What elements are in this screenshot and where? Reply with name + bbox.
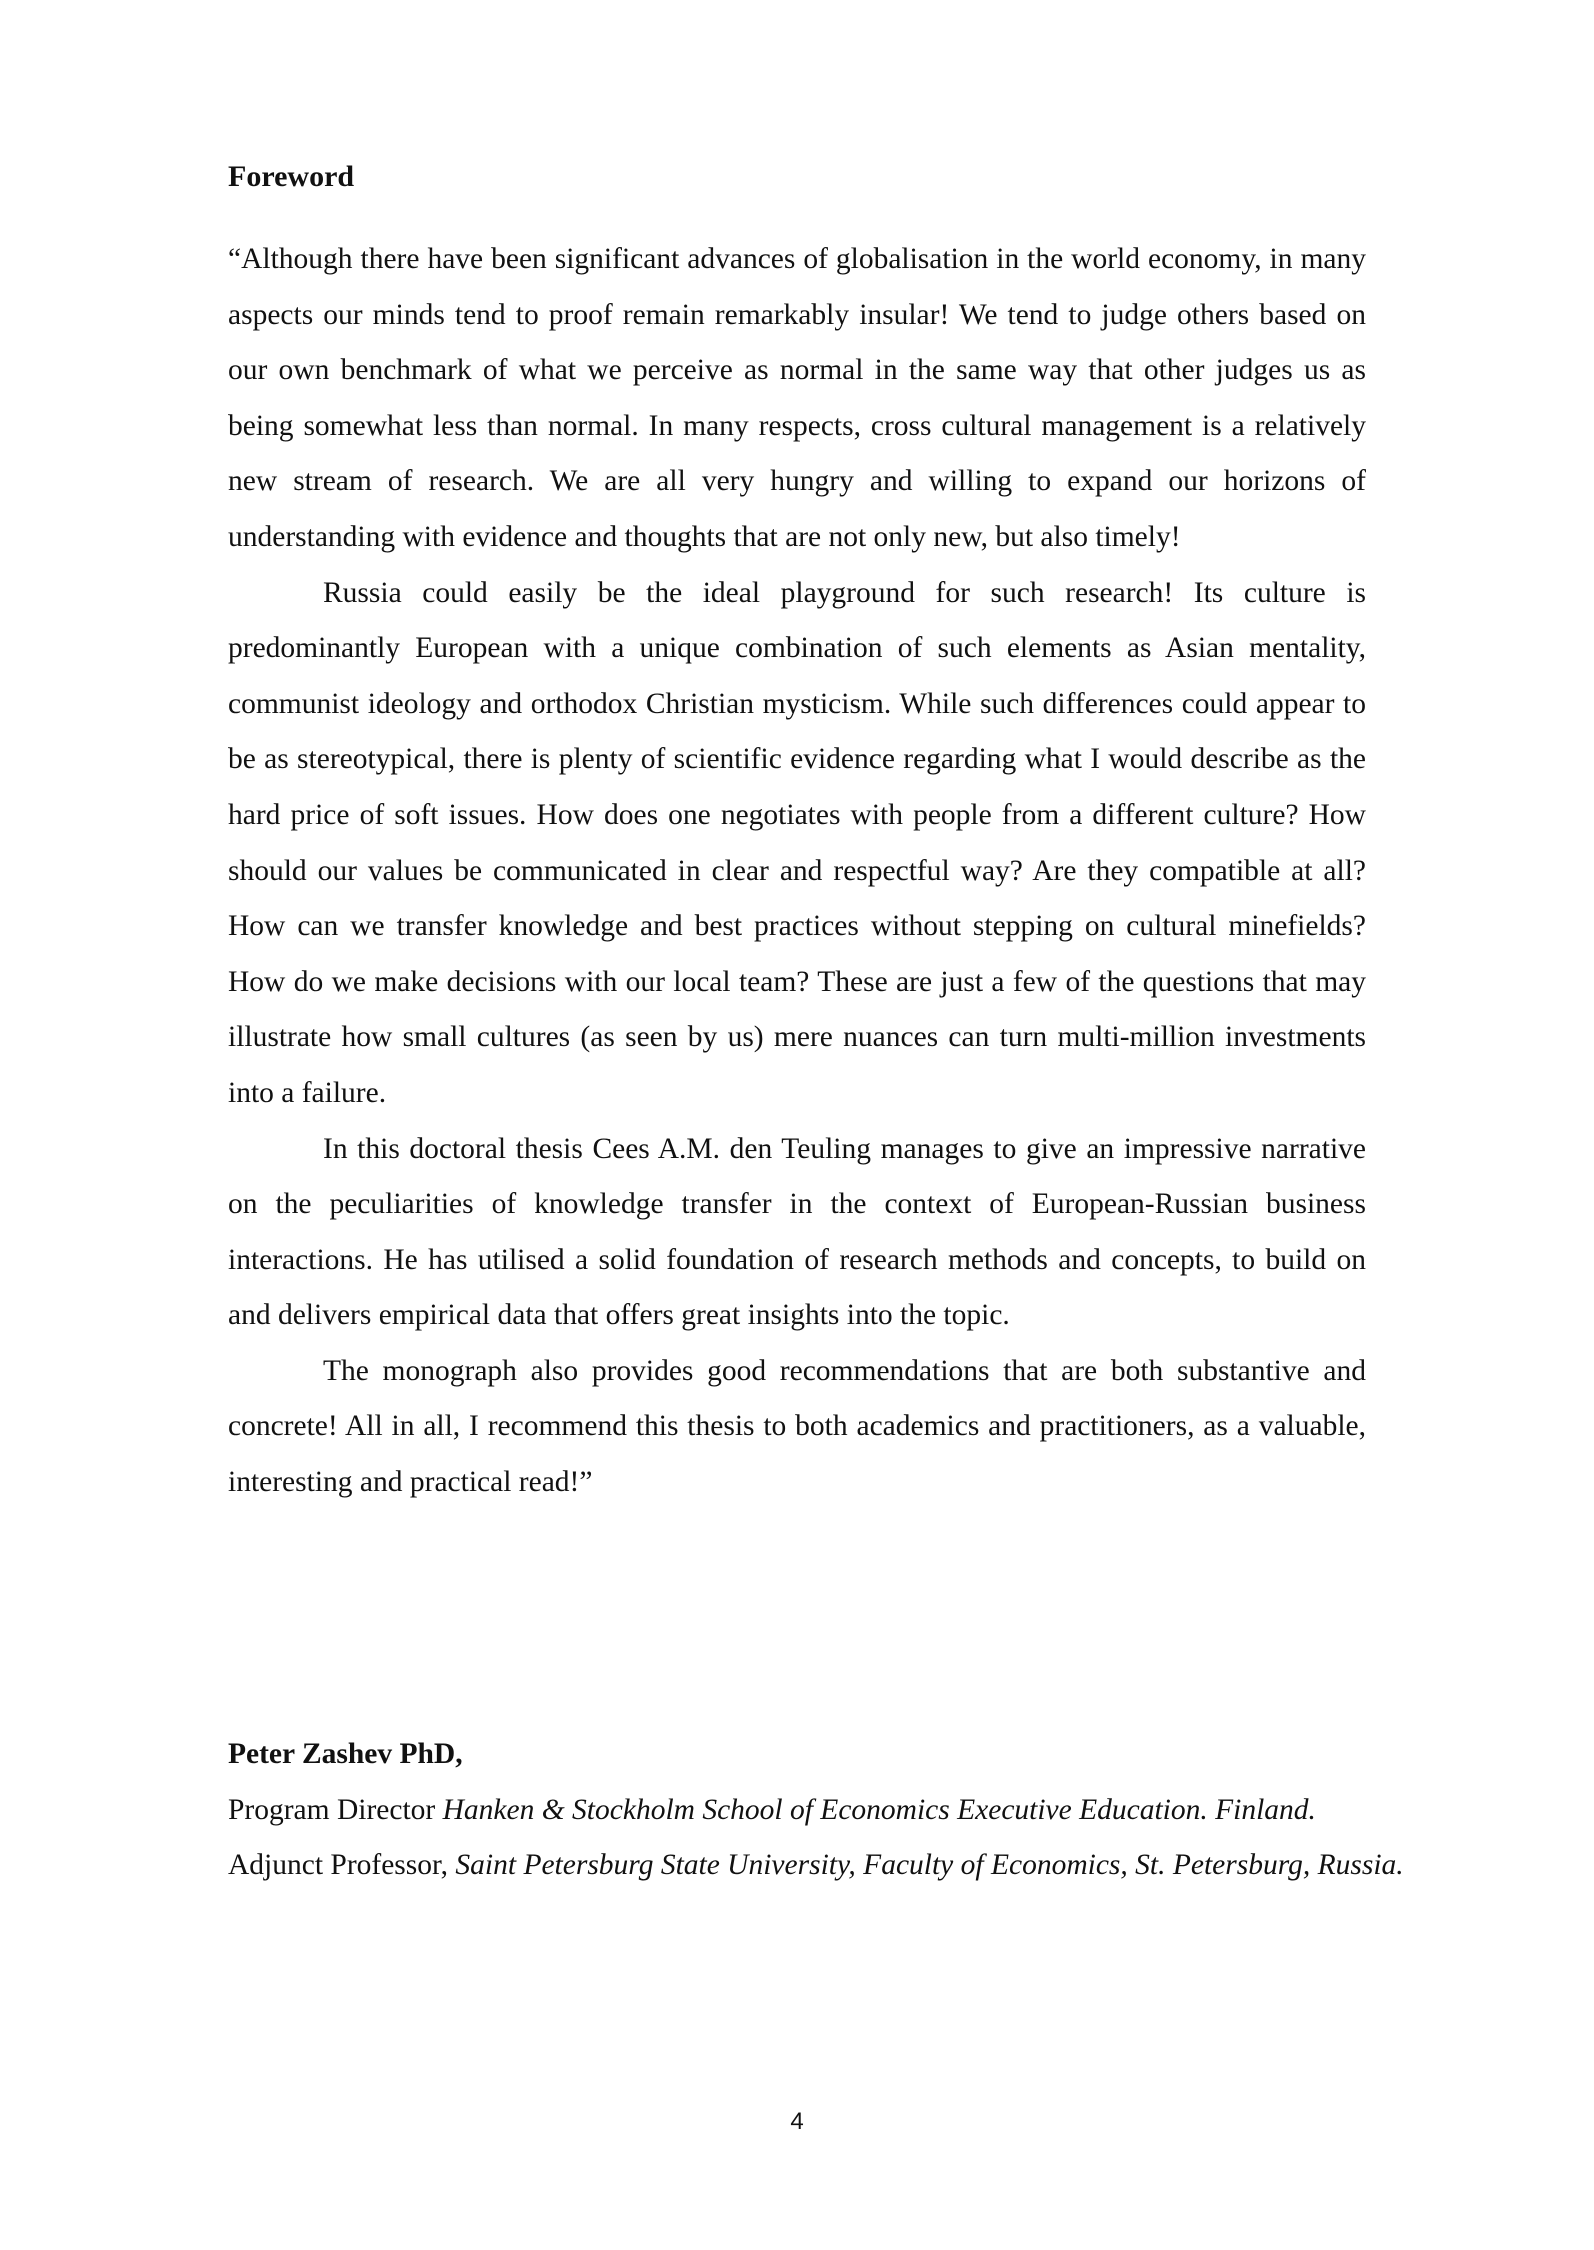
signature-block bbox=[228, 1727, 1468, 1894]
signatory-name: Peter Zashev PhD, bbox=[228, 1738, 463, 1770]
signatory-affiliation-1 bbox=[228, 1783, 1468, 1839]
affiliation-1-organization: Hanken & Stockholm School of Economics Executive Education. Finland. bbox=[442, 1793, 1316, 1826]
affiliation-1-role: Program Director bbox=[228, 1793, 443, 1826]
page-number: 4 bbox=[790, 2108, 804, 2135]
foreword-body bbox=[228, 158, 1366, 1511]
section-heading: Foreword bbox=[228, 160, 355, 193]
paragraph-2: Russia could easily be the ideal playground for such research! Its culture is predominantly European with a unique combination of such elements as Asian mentality, communist ideology and orthodox Christian mysticism. While such differences could appear to be as stereotypical, there is plenty of scientific evidence regarding what I would describe as the hard price of soft issues. How does one negotiates with people from a different culture? How should our values be communicated in clear and respectful way? Are they compatible at all? How can we transfer knowledge and best practices without stepping on cultural minefields? How do we make decisions with our local team? These are just a few of the questions that may illustrate how small cultures (as seen by us) mere nuances can turn multi-million investments into a failure. bbox=[228, 576, 1366, 1109]
affiliation-2-organization: Saint Petersburg State University, Faculty of Economics, St. Petersburg, Russia. bbox=[455, 1849, 1404, 1882]
affiliation-2-role: Adjunct Professor, bbox=[228, 1849, 456, 1882]
signatory-affiliation-2 bbox=[228, 1838, 1468, 1894]
paragraph-4: The monograph also provides good recommendations that are both substantive and concrete! All in all, I recommend this thesis to both academics and practitioners, as a valuable, interesting and practical read!” bbox=[228, 1354, 1366, 1499]
paragraph-3: In this doctoral thesis Cees A.M. den Teuling manages to give an impressive narrative on the peculiarities of knowledge transfer in the context of European-Russian business interactions. He has utilised a solid foundation of research methods and concepts, to build on and delivers empirical data that offers great insights into the topic. bbox=[228, 1132, 1366, 1332]
paragraph-1: “Although there have been significant advances of globalisation in the world economy, in many aspects our minds tend to proof remain remarkably insular! We tend to judge others based on our own benchmark of what we perceive as normal in the same way that other judges us as being somewhat less than normal. In many respects, cross cultural management is a relatively new stream of research. We are all very hungry and willing to expand our horizons of understanding with evidence and thoughts that are not only new, but also timely! bbox=[228, 243, 1366, 553]
